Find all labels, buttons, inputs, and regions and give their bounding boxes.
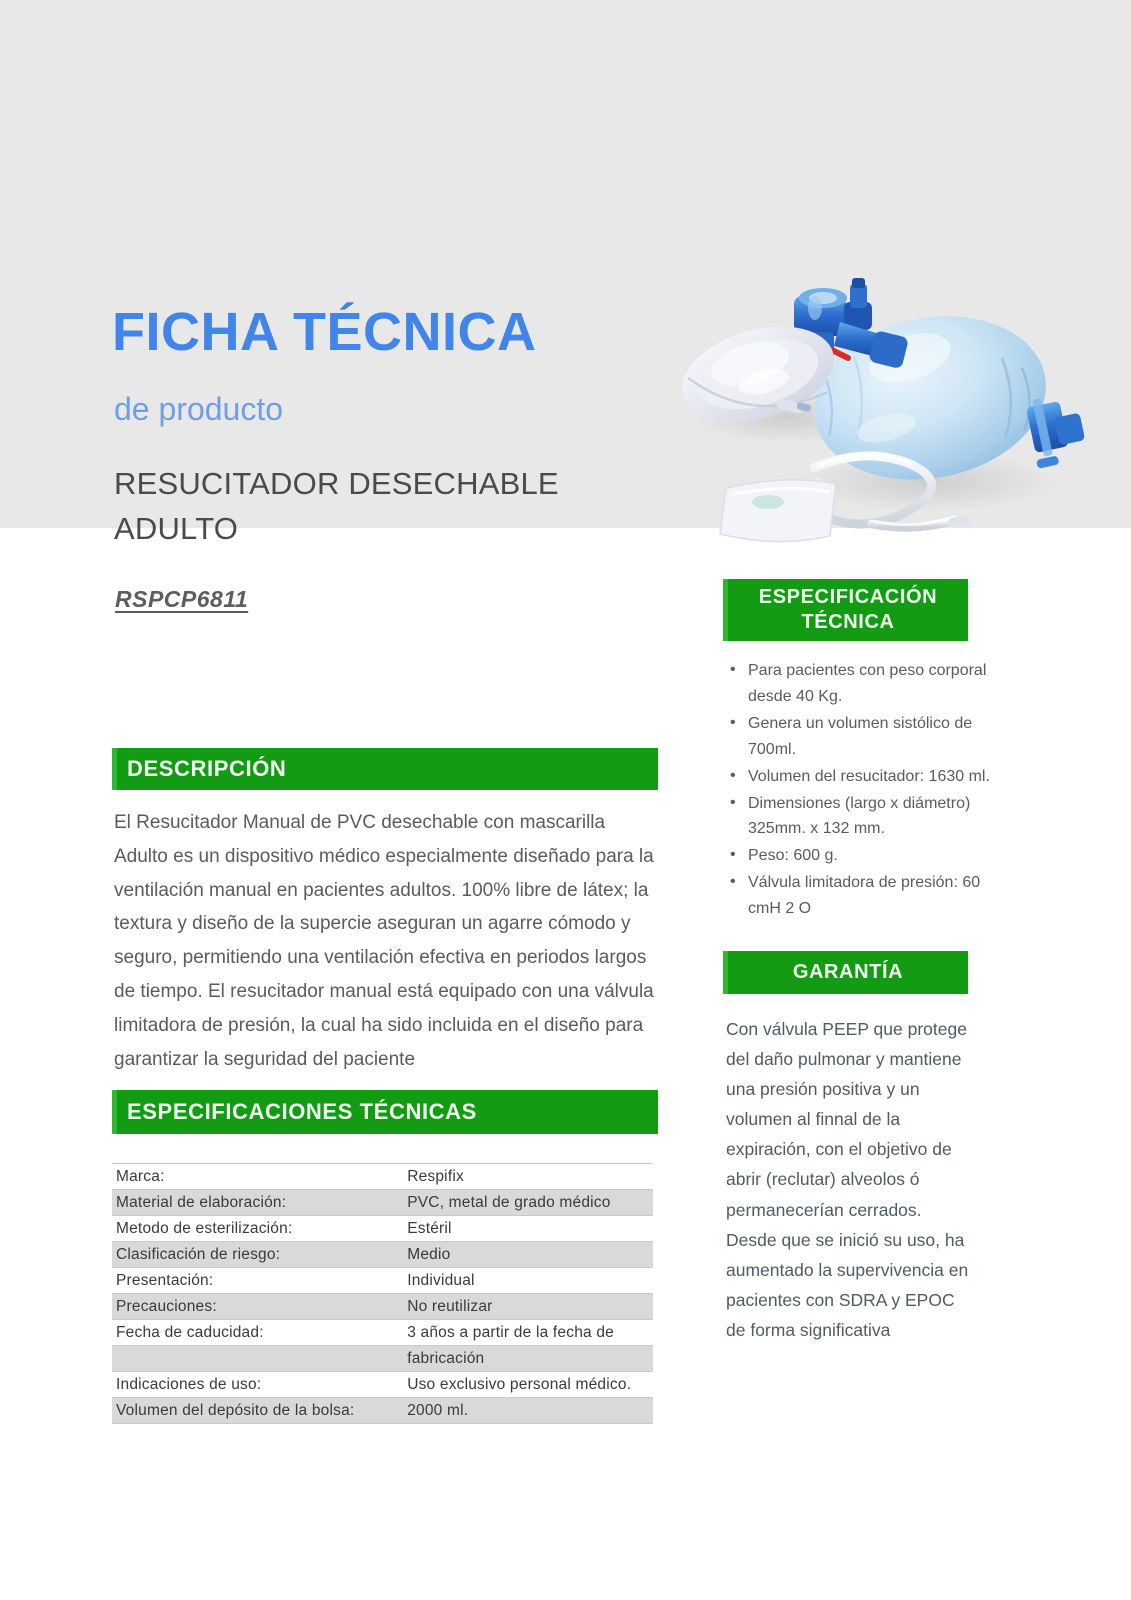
spec-value: Uso exclusivo personal médico. — [404, 1372, 653, 1398]
table-row — [112, 1398, 653, 1424]
product-name: RESUCITADOR DESECHABLE ADULTO — [114, 466, 559, 546]
spec-key: Indicaciones de uso: — [112, 1372, 404, 1398]
garantia-text: Con válvula PEEP que protege del daño pulmonar y mantiene una presión positiva y un volumen al finnal de la expiración, con el objetivo de abrir (reclutar) alveolos ó permanecerían cerrados. Desde que se inició su uso, ha aumentado la supervivencia en pacientes con SDRA y EPOC de forma significativa — [726, 1019, 969, 1340]
spec-key: Clasificación de riesgo: — [112, 1242, 404, 1268]
section-header-especificacion-tecnica: ESPECIFICACIÓN TÉCNICA — [723, 579, 968, 641]
table-row — [112, 1242, 653, 1268]
page-title: FICHA TÉCNICA — [112, 302, 537, 362]
spec-value: PVC, metal de grado médico — [404, 1190, 653, 1216]
spec-key: Material de elaboración: — [112, 1190, 404, 1216]
descripcion-text: El Resucitador Manual de PVC desechable con mascarilla Adulto es un dispositivo médico especialmente diseñado para la ventilación manual en pacientes adultos. 100% libre de látex; la textura y diseño de la supercie aseguran un agarre cómodo y seguro, permitiendo una ventilación efectiva en periodos largos de tiempo. El resucitador manual está equipado con una válvula limitadora de presión, la cual ha sido incluida en el diseño para garantizar la seguridad del paciente — [114, 812, 654, 1070]
list-item: • Válvula limitadora de presión: 60 cmH 2 O — [748, 870, 998, 922]
spec-value: 2000 ml. — [404, 1398, 653, 1424]
table-row — [112, 1268, 653, 1294]
list-item: • Peso: 600 g. — [748, 843, 998, 869]
spec-key — [112, 1346, 404, 1372]
spec-key: Presentación: — [112, 1268, 404, 1294]
spec-key: Fecha de caducidad: — [112, 1320, 404, 1346]
spec-key: Precauciones: — [112, 1294, 404, 1320]
spec-value: 3 años a partir de la fecha de — [404, 1320, 653, 1346]
spec-value: Individual — [404, 1268, 653, 1294]
spec-value: fabricación — [404, 1346, 653, 1372]
spec-value: Medio — [404, 1242, 653, 1268]
spec-key: Metodo de esterilización: — [112, 1216, 404, 1242]
technical-specification-list — [726, 658, 998, 923]
specifications-table-body — [112, 1164, 653, 1424]
table-row — [112, 1320, 653, 1346]
list-item: • Para pacientes con peso corporal desde 40 Kg. — [748, 658, 998, 710]
table-row-continuation — [112, 1346, 653, 1372]
section-header-garantia: GARANTÍA — [723, 951, 968, 994]
table-row — [112, 1164, 653, 1190]
spec-key: Volumen del depósito de la bolsa: — [112, 1398, 404, 1424]
reservoir-bag — [720, 480, 836, 542]
spec-key: Marca: — [112, 1164, 404, 1190]
spec-value: No reutilizar — [404, 1294, 653, 1320]
product-photo — [618, 250, 1088, 550]
product-code: RSPCP6811 — [115, 586, 249, 612]
spec-value: Estéril — [404, 1216, 653, 1242]
table-row — [112, 1372, 653, 1398]
resuscitator-illustration — [618, 250, 1088, 550]
list-item: • Dimensiones (largo x diámetro) 325mm. x 132 mm. — [748, 791, 998, 843]
spec-value: Respifix — [404, 1164, 653, 1190]
section-header-especificaciones-tecnicas: ESPECIFICACIONES TÉCNICAS — [112, 1090, 658, 1134]
list-item: • Volumen del resucitador: 1630 ml. — [748, 764, 998, 790]
table-row — [112, 1216, 653, 1242]
table-row — [112, 1294, 653, 1320]
section-header-descripcion: DESCRIPCIÓN — [112, 748, 658, 790]
page-subtitle: de producto — [114, 391, 284, 427]
specifications-table — [112, 1163, 653, 1424]
table-row — [112, 1190, 653, 1216]
list-item: • Genera un volumen sistólico de 700ml. — [748, 711, 998, 763]
